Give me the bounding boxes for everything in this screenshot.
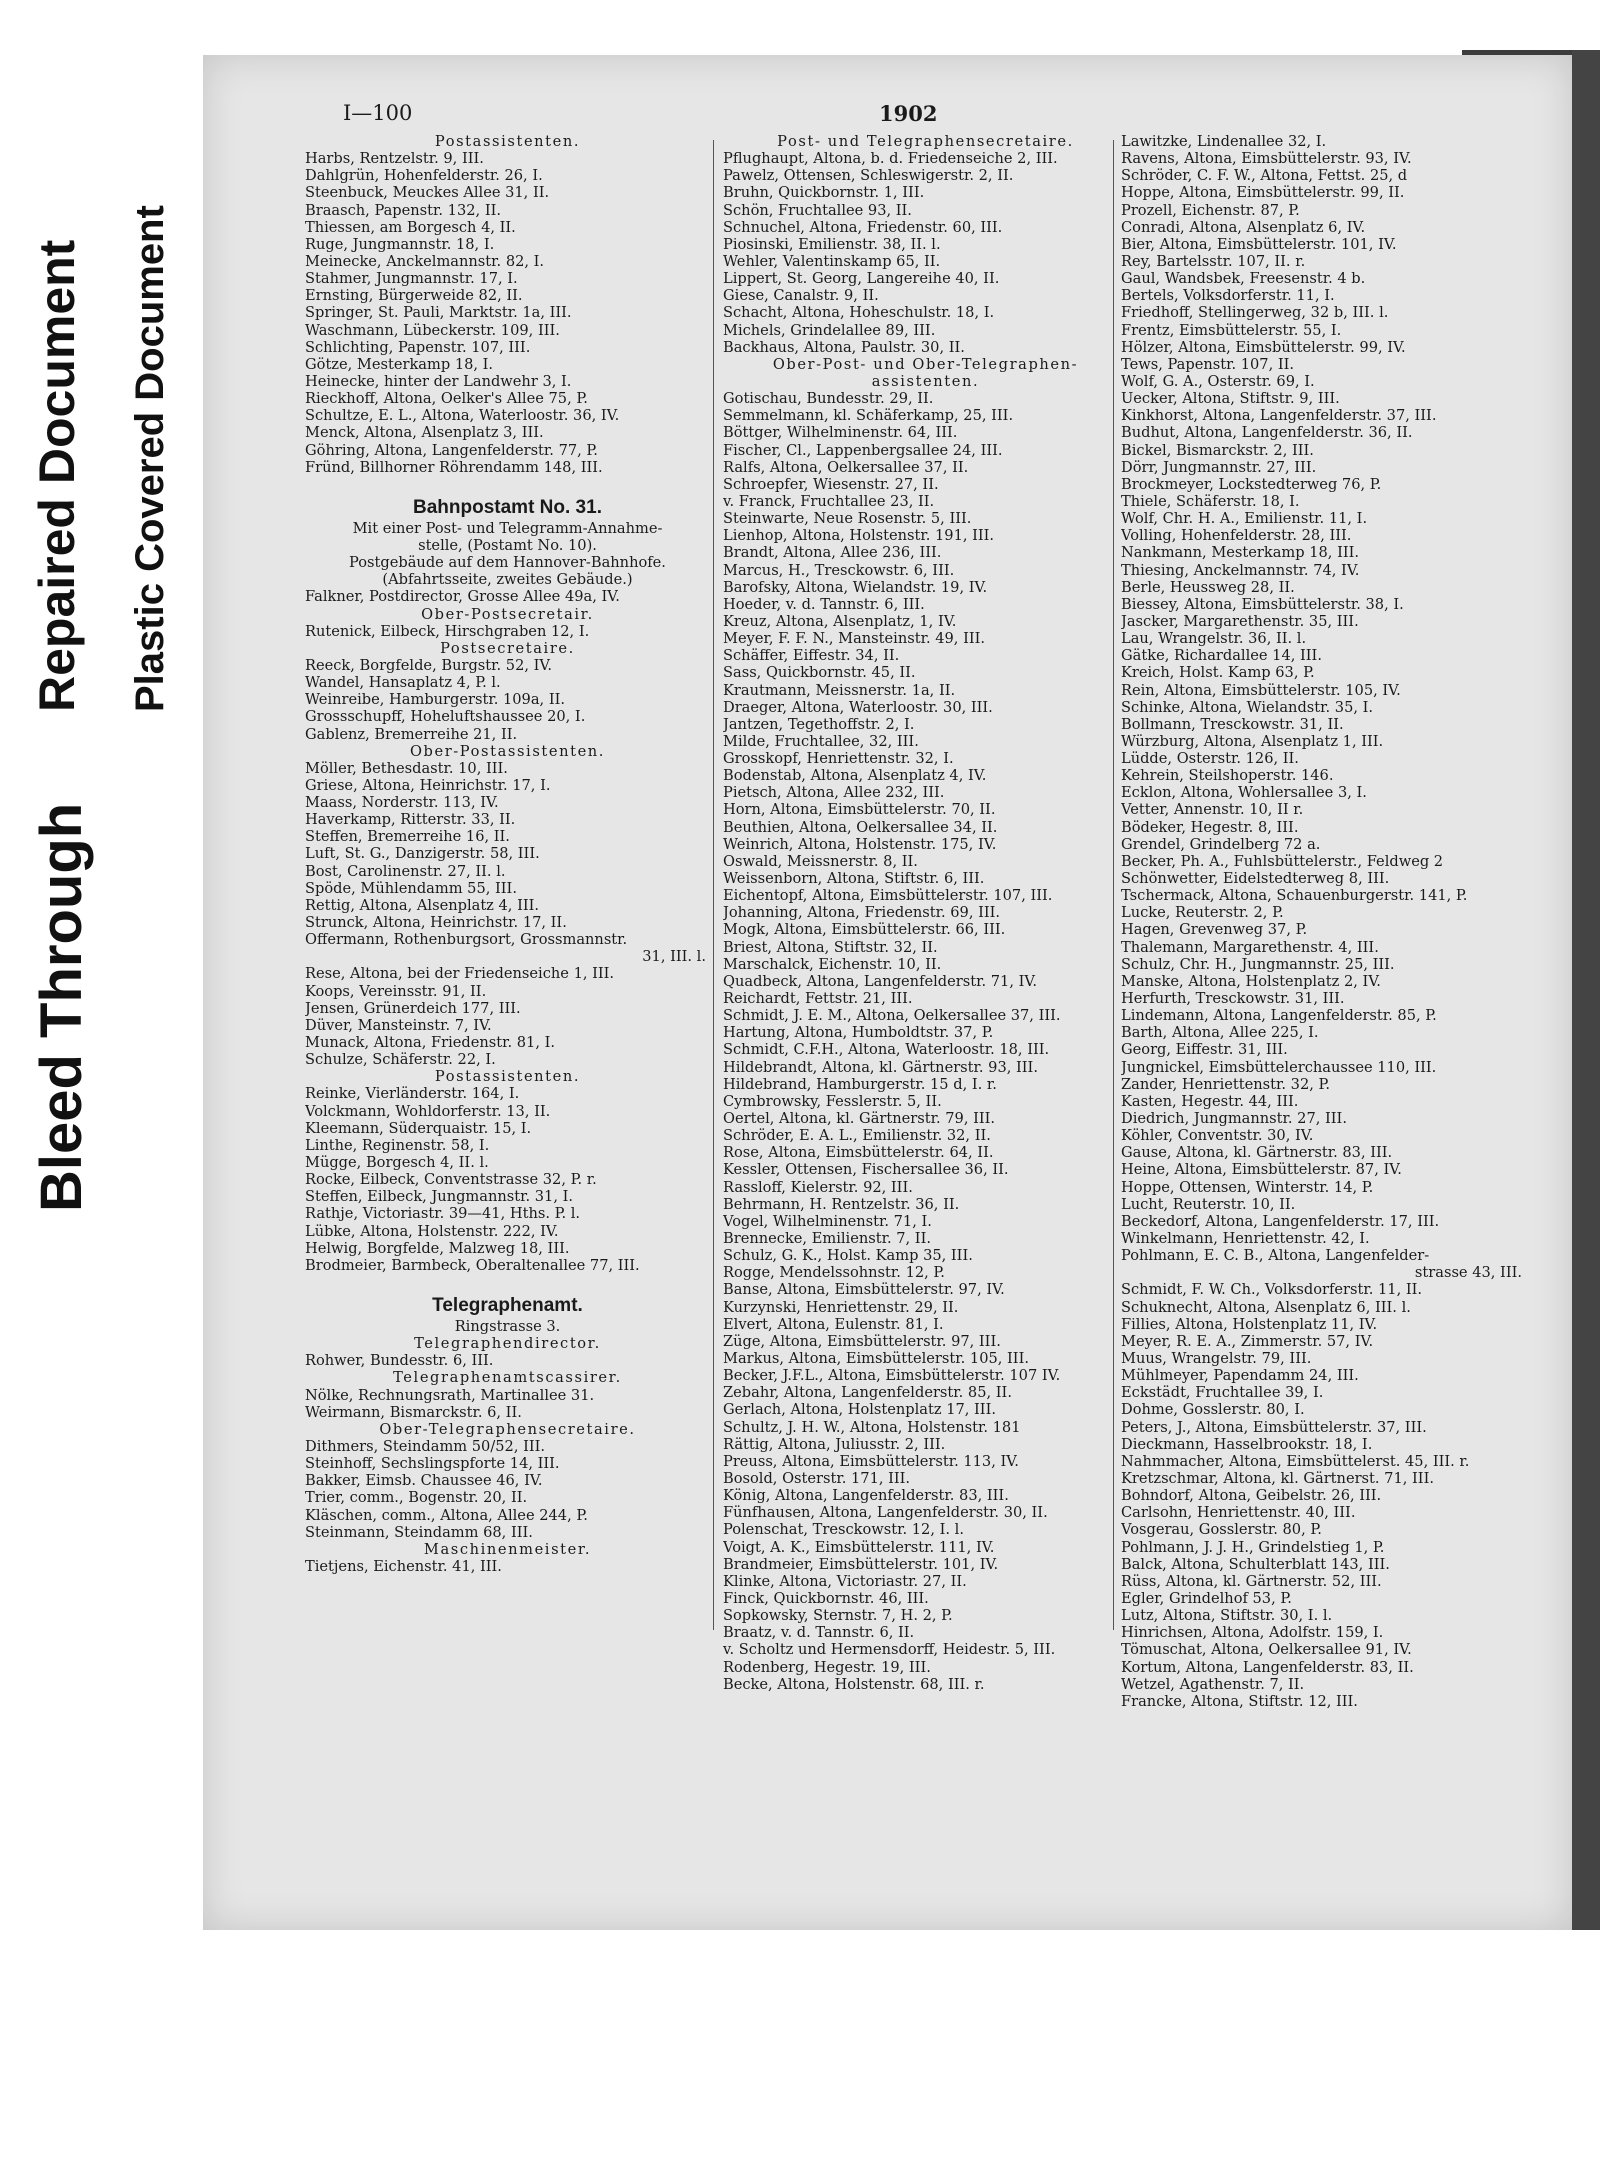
office-title: Telegraphenamt. <box>432 1295 583 1316</box>
section-heading: Ober-Telegraphensecretaire. <box>379 1420 636 1438</box>
directory-entry: Vogel, Wilhelminenstr. 71, I. <box>723 1212 932 1230</box>
directory-entry: Tietjens, Eichenstr. 41, III. <box>305 1557 502 1575</box>
directory-entry: Bertels, Volksdorferstr. 11, I. <box>1121 287 1335 305</box>
directory-entry: Hagen, Grevenweg 37, P. <box>1121 921 1308 939</box>
directory-entry: Sass, Quickbornstr. 45, II. <box>723 664 916 682</box>
directory-entry: Tschermack, Altona, Schauenburgerstr. 141, P. <box>1121 887 1468 905</box>
directory-entry: Dohme, Gosslerstr. 80, I. <box>1121 1401 1305 1419</box>
directory-entry: Brockmeyer, Lockstedterweg 76, P. <box>1121 475 1382 493</box>
directory-entry: Rutenick, Eilbeck, Hirschgraben 12, I. <box>305 622 590 640</box>
column-rule <box>713 140 714 1630</box>
directory-entry: Schäffer, Eiffestr. 34, II. <box>723 647 900 665</box>
directory-entry: Kehrein, Steilshoperstr. 146. <box>1121 767 1334 785</box>
directory-entry: Schulz, G. K., Holst. Kamp 35, III. <box>723 1247 973 1265</box>
directory-entry: Lippert, St. Georg, Langereihe 40, II. <box>723 270 1000 288</box>
directory-entry: Marcus, H., Tresckowstr. 6, III. <box>723 561 955 579</box>
directory-entry: Schacht, Altona, Hoheschulstr. 18, I. <box>723 304 995 322</box>
directory-entry: Vosgerau, Gosslerstr. 80, P. <box>1121 1521 1322 1539</box>
directory-entry: Hoppe, Ottensen, Winterstr. 14, P. <box>1121 1178 1374 1196</box>
directory-entry: Herfurth, Tresckowstr. 31, III. <box>1121 990 1345 1008</box>
directory-entry: Steenbuck, Meuckes Allee 31, II. <box>305 184 550 202</box>
directory-entry: Schmidt, C.F.H., Altona, Waterloostr. 18, III. <box>723 1041 1050 1059</box>
directory-entry: Michels, Grindelallee 89, III. <box>723 321 936 339</box>
office-note: Postgebäude auf dem Hannover-Bahnhofe. <box>349 554 666 572</box>
directory-entry: Behrmann, H. Rentzelstr. 36, II. <box>723 1195 960 1213</box>
directory-entry: Schön, Fruchtallee 93, II. <box>723 201 912 219</box>
directory-entry: Pietsch, Altona, Allee 232, III. <box>723 784 945 802</box>
directory-entry: Nahmmacher, Altona, Eimsbüttelerst. 45, III. r. <box>1121 1452 1470 1470</box>
directory-entry: Schmidt, J. E. M., Altona, Oelkersallee 37, III. <box>723 1007 1061 1025</box>
directory-entry: Dörr, Jungmannstr. 27, III. <box>1121 458 1317 476</box>
directory-entry: Quadbeck, Altona, Langenfelderstr. 71, IV. <box>723 972 1037 990</box>
directory-entry: Hartung, Altona, Humboldtstr. 37, P. <box>723 1024 994 1042</box>
directory-entry: Strunck, Altona, Heinrichstr. 17, II. <box>305 914 567 932</box>
directory-entry: Grendel, Grindelberg 72 a. <box>1121 835 1321 853</box>
directory-column-1 <box>305 133 710 1575</box>
directory-entry: Weirmann, Bismarckstr. 6, II. <box>305 1403 522 1421</box>
directory-entry: Giese, Canalstr. 9, II. <box>723 287 879 305</box>
directory-entry: Lüdde, Osterstr. 126, II. <box>1121 750 1299 768</box>
directory-entry: Zander, Henriettenstr. 32, P. <box>1121 1075 1331 1093</box>
directory-entry: Bodenstab, Altona, Alsenplatz 4, IV. <box>723 767 987 785</box>
bleed-through-label: Bleed Through <box>29 802 94 1212</box>
directory-column-3 <box>1121 133 1526 1710</box>
directory-entry: Schulze, Schäferstr. 22, I. <box>305 1051 496 1069</box>
directory-entry: Gause, Altona, kl. Gärtnerstr. 83, III. <box>1121 1144 1393 1162</box>
spacer <box>305 476 710 496</box>
directory-entry: Conradi, Altona, Alsenplatz 6, IV. <box>1121 218 1366 236</box>
directory-entry: Bohndorf, Altona, Geibelstr. 26, III. <box>1121 1487 1382 1505</box>
directory-entry: Balck, Altona, Schulterblatt 143, III. <box>1121 1555 1390 1573</box>
directory-entry: Muus, Wrangelstr. 79, III. <box>1121 1349 1312 1367</box>
directory-entry: Oertel, Altona, kl. Gärtnerstr. 79, III. <box>723 1110 996 1128</box>
directory-entry: König, Altona, Langenfelderstr. 83, III. <box>723 1487 1009 1505</box>
scan-border-right <box>1572 50 1600 1930</box>
directory-column-2 <box>723 133 1128 1693</box>
directory-entry: Gotischau, Bundesstr. 29, II. <box>723 390 934 408</box>
directory-entry: Uecker, Altona, Stiftstr. 9, III. <box>1121 390 1340 408</box>
directory-entry: Heine, Altona, Eimsbüttelerstr. 87, IV. <box>1121 1161 1402 1179</box>
directory-entry: Griese, Altona, Heinrichstr. 17, I. <box>305 776 551 794</box>
directory-entry: Briest, Altona, Stiftstr. 32, II. <box>723 938 938 956</box>
page-header <box>203 101 1572 131</box>
directory-entry: Thalemann, Margarethenstr. 4, III. <box>1121 938 1379 956</box>
office-title: Bahnpostamt No. 31. <box>413 496 602 518</box>
scanned-page <box>203 55 1572 1930</box>
directory-entry: Kortum, Altona, Langenfelderstr. 83, II. <box>1121 1658 1414 1676</box>
directory-entry: Heinecke, hinter der Landwehr 3, I. <box>305 372 572 390</box>
directory-entry: Hoeder, v. d. Tannstr. 6, III. <box>723 595 925 613</box>
directory-entry: Volckmann, Wohldorferstr. 13, II. <box>305 1102 551 1120</box>
directory-entry: Tömuschat, Altona, Oelkersallee 91, IV. <box>1121 1641 1412 1659</box>
directory-entry: Fünfhausen, Altona, Langenfelderstr. 30, II. <box>723 1504 1048 1522</box>
directory-entry: Köhler, Conventstr. 30, IV. <box>1121 1127 1314 1145</box>
directory-entry: Rese, Altona, bei der Friedenseiche 1, III. <box>305 965 615 983</box>
directory-entry: Springer, St. Pauli, Marktstr. 1a, III. <box>305 304 572 322</box>
directory-entry: Steffen, Bremerreihe 16, II. <box>305 828 510 846</box>
directory-entry: Linthe, Reginenstr. 58, I. <box>305 1136 490 1154</box>
directory-entry: Horn, Altona, Eimsbüttelerstr. 70, II. <box>723 801 996 819</box>
directory-entry: Hildebrandt, Altona, kl. Gärtnerstr. 93, III. <box>723 1058 1038 1076</box>
directory-entry: Milde, Fruchtallee, 32, III. <box>723 732 919 750</box>
directory-entry: Brandt, Altona, Allee 236, III. <box>723 544 942 562</box>
directory-entry: Schröder, E. A. L., Emilienstr. 32, II. <box>723 1127 991 1145</box>
directory-entry: Schönwetter, Eidelstedterweg 8, III. <box>1121 870 1390 888</box>
directory-entry: Brandmeier, Eimsbüttelerstr. 101, IV. <box>723 1555 999 1573</box>
section-heading: Postsecretaire. <box>440 639 575 657</box>
directory-entry: Semmelmann, kl. Schäferkamp, 25, III. <box>723 407 1014 425</box>
directory-entry: Francke, Altona, Stiftstr. 12, III. <box>1121 1692 1358 1710</box>
directory-entry: Bruhn, Quickbornstr. 1, III. <box>723 184 925 202</box>
directory-entry: Bakker, Eimsb. Chaussee 46, IV. <box>305 1472 543 1490</box>
directory-entry: Fillies, Altona, Holstenplatz 11, IV. <box>1121 1315 1378 1333</box>
directory-entry: Gätke, Richardallee 14, III. <box>1121 647 1322 665</box>
directory-entry: Hinrichsen, Altona, Adolfstr. 159, I. <box>1121 1624 1384 1642</box>
directory-entry: Braatz, v. d. Tannstr. 6, II. <box>723 1624 915 1642</box>
directory-entry: Bödeker, Hegestr. 8, III. <box>1121 818 1299 836</box>
directory-entry: Lutz, Altona, Stiftstr. 30, I. l. <box>1121 1607 1333 1625</box>
directory-entry: Ecklon, Altona, Wohlersallee 3, I. <box>1121 784 1367 802</box>
directory-entry: Voigt, A. K., Eimsbüttelerstr. 111, IV. <box>723 1538 995 1556</box>
directory-entry: Dithmers, Steindamm 50/52, III. <box>305 1437 546 1455</box>
directory-entry: Becker, J.F.L., Altona, Eimsbüttelerstr. 107 IV. <box>723 1367 1061 1385</box>
directory-entry: Helwig, Borgfelde, Malzweg 18, III. <box>305 1239 570 1257</box>
directory-entry: Wolf, Chr. H. A., Emilienstr. 11, I. <box>1121 510 1368 528</box>
directory-entry: Dahlgrün, Hohenfelderstr. 26, I. <box>305 167 543 185</box>
directory-entry: Marschalck, Eichenstr. 10, II. <box>723 955 942 973</box>
directory-entry: Sopkowsky, Sternstr. 7, H. 2, P. <box>723 1607 953 1625</box>
directory-entry: Schmidt, F. W. Ch., Volksdorferstr. 11, II. <box>1121 1281 1423 1299</box>
directory-entry: Pawelz, Ottensen, Schleswigerstr. 2, II. <box>723 167 1014 185</box>
directory-entry: Gaul, Wandsbek, Freesenstr. 4 b. <box>1121 270 1366 288</box>
directory-entry: Barofsky, Altona, Wielandstr. 19, IV. <box>723 578 988 596</box>
directory-entry: Lindemann, Altona, Langenfelderstr. 85, P. <box>1121 1007 1437 1025</box>
directory-entry: Düver, Mansteinstr. 7, IV. <box>305 1016 492 1034</box>
section-heading: Postassistenten. <box>434 133 581 150</box>
directory-entry: Kreuz, Altona, Alsenplatz, 1, IV. <box>723 612 957 630</box>
directory-entry: Schultz, J. H. W., Altona, Holstenstr. 181 <box>723 1418 1021 1436</box>
directory-entry: Rogge, Mendelssohnstr. 12, P. <box>723 1264 945 1282</box>
directory-entry: Schuknecht, Altona, Alsenplatz 6, III. l. <box>1121 1298 1411 1316</box>
directory-entry: Berle, Heussweg 28, II. <box>1121 578 1295 596</box>
directory-entry: Schröder, C. F. W., Altona, Fettst. 25, d <box>1121 167 1408 185</box>
directory-entry: Manske, Altona, Holstenplatz 2, IV. <box>1121 972 1381 990</box>
directory-entry: Rüss, Altona, kl. Gärtnerstr. 52, III. <box>1121 1572 1382 1590</box>
directory-entry: Grossschupff, Hoheluftshaussee 20, I. <box>305 708 586 726</box>
directory-entry: Falkner, Postdirector, Grosse Allee 49a, IV. <box>305 588 620 606</box>
directory-entry: Meyer, F. F. N., Mansteinstr. 49, III. <box>723 630 986 648</box>
directory-entry: Mühlmeyer, Papendamm 24, III. <box>1121 1367 1359 1385</box>
directory-entry: Elvert, Altona, Eulenstr. 81, I. <box>723 1315 944 1333</box>
directory-entry: Kläschen, comm., Altona, Allee 244, P. <box>305 1506 588 1524</box>
directory-entry: Lienhop, Altona, Holstenstr. 191, III. <box>723 527 995 545</box>
section-heading: assistenten. <box>871 372 980 390</box>
directory-entry: Wolf, G. A., Osterstr. 69, I. <box>1121 372 1315 390</box>
directory-entry: Backhaus, Altona, Paulstr. 30, II. <box>723 338 965 356</box>
directory-entry: Munack, Altona, Friedenstr. 81, I. <box>305 1034 556 1052</box>
directory-entry: Schroepfer, Wiesenstr. 27, II. <box>723 475 939 493</box>
directory-entry: Menck, Altona, Alsenplatz 3, III. <box>305 424 544 442</box>
directory-entry: Böttger, Wilhelminenstr. 64, III. <box>723 424 958 442</box>
directory-entry: Haverkamp, Ritterstr. 33, II. <box>305 811 516 829</box>
directory-entry: Kreich, Holst. Kamp 63, P. <box>1121 664 1315 682</box>
section-heading: Post- und Telegraphensecretaire. <box>777 133 1074 150</box>
directory-entry: Volling, Hohenfelderstr. 28, III. <box>1121 527 1352 545</box>
directory-entry: Spöde, Mühlendamm 55, III. <box>305 879 517 897</box>
directory-entry: Preuss, Altona, Eimsbüttelerstr. 113, IV. <box>723 1452 1019 1470</box>
directory-entry: Thiessen, am Borgesch 4, II. <box>305 218 516 236</box>
directory-entry: Kinkhorst, Altona, Langenfelderstr. 37, III. <box>1121 407 1437 425</box>
directory-entry: Möller, Bethesdastr. 10, III. <box>305 759 508 777</box>
directory-entry: Becker, Ph. A., Fuhlsbüttelerstr., Feldweg 2 <box>1121 852 1444 870</box>
directory-entry: Rättig, Altona, Juliusstr. 2, III. <box>723 1435 946 1453</box>
directory-entry: Kurzynski, Henriettenstr. 29, II. <box>723 1298 959 1316</box>
directory-entry: Ruge, Jungmannstr. 18, I. <box>305 235 495 253</box>
directory-entry: Egler, Grindelhof 53, P. <box>1121 1589 1292 1607</box>
directory-entry: Lucht, Reuterstr. 10, II. <box>1121 1195 1296 1213</box>
directory-entry: Schlichting, Papenstr. 107, III. <box>305 338 531 356</box>
directory-entry: Frentz, Eimsbüttelerstr. 55, I. <box>1121 321 1342 339</box>
directory-entry: Nankmann, Mesterkamp 18, III. <box>1121 544 1360 562</box>
section-heading: Postassistenten. <box>434 1068 581 1086</box>
section-heading: Ober-Postsecretair. <box>421 605 594 623</box>
directory-entry: Cymbrowsky, Fesslerstr. 5, II. <box>723 1092 942 1110</box>
directory-entry: Rathje, Victoriastr. 39—41, Hths. P. l. <box>305 1205 581 1223</box>
directory-entry: Harbs, Rentzelstr. 9, III. <box>305 150 484 168</box>
directory-entry: Becke, Altona, Holstenstr. 68, III. r. <box>723 1675 985 1693</box>
spacer <box>305 1274 710 1294</box>
directory-entry: Jensen, Grünerdeich 177, III. <box>305 999 521 1017</box>
directory-entry: Wetzel, Agathenstr. 7, II. <box>1121 1675 1305 1693</box>
directory-entry: Pohlmann, J. J. H., Grindelstieg 1, P. <box>1121 1538 1385 1556</box>
directory-entry: Dieckmann, Hasselbrookstr. 18, I. <box>1121 1435 1373 1453</box>
directory-entry: Wandel, Hansaplatz 4, P. l. <box>305 674 501 692</box>
directory-entry: Winkelmann, Henriettenstr. 42, I. <box>1121 1230 1370 1247</box>
directory-entry: Gablenz, Bremerreihe 21, II. <box>305 725 518 743</box>
directory-entry: Friedhoff, Stellingerweg, 32 b, III. l. <box>1121 304 1389 322</box>
directory-entry: Bosold, Osterstr. 171, III. <box>723 1469 911 1487</box>
directory-entry: Maass, Norderstr. 113, IV. <box>305 794 499 812</box>
directory-entry: Jungnickel, Eimsbüttelerchaussee 110, III. <box>1121 1058 1437 1076</box>
directory-entry: Diedrich, Jungmannstr. 27, III. <box>1121 1110 1347 1128</box>
directory-entry: Steinwarte, Neue Rosenstr. 5, III. <box>723 510 972 528</box>
directory-entry: Trier, comm., Bogenstr. 20, II. <box>305 1489 528 1507</box>
directory-entry: Schinke, Altona, Wielandstr. 35, I. <box>1121 698 1374 716</box>
directory-entry: Kleemann, Süderquaistr. 15, I. <box>305 1119 532 1137</box>
directory-entry: Johanning, Altona, Friedenstr. 69, III. <box>723 904 1001 922</box>
directory-entry: Grosskopf, Henriettenstr. 32, I. <box>723 750 954 768</box>
directory-entry: Bickel, Bismarckstr. 2, III. <box>1121 441 1314 459</box>
directory-entry: Steffen, Eilbeck, Jungmannstr. 31, I. <box>305 1188 574 1206</box>
directory-entry: Nölke, Rechnungsrath, Martinallee 31. <box>305 1386 595 1404</box>
directory-entry: Würzburg, Altona, Alsenplatz 1, III. <box>1121 732 1384 750</box>
directory-entry: Wehler, Valentinskamp 65, II. <box>723 252 941 270</box>
directory-entry-continuation: 31, III. l. <box>642 948 706 966</box>
office-note: (Abfahrtsseite, zweites Gebäude.) <box>382 571 633 589</box>
directory-entry-continuation: strasse 43, III. <box>1414 1264 1522 1282</box>
directory-entry: Waschmann, Lübeckerstr. 109, III. <box>305 321 560 339</box>
directory-entry: Klinke, Altona, Victoriastr. 27, II. <box>723 1572 967 1590</box>
directory-entry: Draeger, Altona, Waterloostr. 30, III. <box>723 698 993 716</box>
directory-entry: Mügge, Borgesch 4, II. l. <box>305 1154 489 1172</box>
section-heading: Maschinenmeister. <box>423 1540 592 1558</box>
page-year: 1902 <box>879 101 938 126</box>
directory-entry: v. Scholtz und Hermensdorff, Heidestr. 5, III. <box>723 1641 1056 1659</box>
directory-entry: Schulz, Chr. H., Jungmannstr. 25, III. <box>1121 955 1395 973</box>
directory-entry: Rohwer, Bundesstr. 6, III. <box>305 1352 494 1370</box>
directory-entry: Kasten, Hegestr. 44, III. <box>1121 1092 1299 1110</box>
directory-entry: Reinke, Vierländerstr. 164, I. <box>305 1085 520 1103</box>
directory-entry: Thiele, Schäferstr. 18, I. <box>1121 492 1300 510</box>
page-number: I—100 <box>343 101 413 125</box>
directory-entry: Krautmann, Meissnerstr. 1a, II. <box>723 681 956 699</box>
directory-entry: Gerlach, Altona, Holstenplatz 17, III. <box>723 1401 996 1419</box>
plastic-covered-document-label: Plastic Covered Document <box>128 205 172 712</box>
directory-entry: Mogk, Altona, Eimsbüttelerstr. 66, III. <box>723 921 1006 939</box>
directory-entry: Hoppe, Altona, Eimsbüttelerstr. 99, II. <box>1121 184 1405 202</box>
directory-entry: Weissenborn, Altona, Stiftstr. 6, III. <box>723 870 985 888</box>
directory-entry: Reichardt, Fettstr. 21, III. <box>723 990 913 1008</box>
office-note: stelle, (Postamt No. 10). <box>418 536 597 554</box>
directory-entry: Bollmann, Tresckowstr. 31, II. <box>1121 715 1344 733</box>
directory-entry: Rey, Bartelsstr. 107, II. r. <box>1121 252 1306 270</box>
directory-entry: Schultze, E. L., Altona, Waterloostr. 36, IV. <box>305 407 620 425</box>
directory-entry: Jascker, Margarethenstr. 35, III. <box>1121 612 1359 630</box>
directory-entry: Ravens, Altona, Eimsbüttelerstr. 93, IV. <box>1121 150 1412 168</box>
directory-entry: Beuthien, Altona, Oelkersallee 34, II. <box>723 818 998 836</box>
directory-entry: Ralfs, Altona, Oelkersallee 37, II. <box>723 458 969 476</box>
directory-entry: Züge, Altona, Eimsbüttelerstr. 97, III. <box>723 1332 1001 1350</box>
directory-entry: Hildebrand, Hamburgerstr. 15 d, I. r. <box>723 1075 997 1093</box>
directory-entry: Bost, Carolinenstr. 27, II. l. <box>305 862 506 880</box>
directory-entry: Brennecke, Emilienstr. 7, II. <box>723 1230 931 1247</box>
directory-entry: Jantzen, Tegethoffstr. 2, I. <box>723 715 915 733</box>
directory-entry: Schnuchel, Altona, Friedenstr. 60, III. <box>723 218 1003 236</box>
directory-entry: Braasch, Papenstr. 132, II. <box>305 201 501 219</box>
directory-entry: Götze, Mesterkamp 18, I. <box>305 355 494 373</box>
directory-entry: v. Franck, Fruchtallee 23, II. <box>723 492 935 510</box>
directory-entry: Barth, Altona, Allee 225, I. <box>1121 1024 1319 1042</box>
directory-entry: Kessler, Ottensen, Fischersallee 36, II. <box>723 1161 1009 1179</box>
directory-entry: Koops, Vereinsstr. 91, II. <box>305 982 487 1000</box>
directory-entry: Fischer, Cl., Lappenbergsallee 24, III. <box>723 441 1003 459</box>
directory-entry: Lawitzke, Lindenallee 32, I. <box>1121 133 1327 150</box>
section-heading: Telegraphenamtscassirer. <box>393 1369 622 1387</box>
repaired-document-label: Repaired Document <box>29 239 85 712</box>
directory-entry: Ernsting, Bürgerweide 82, II. <box>305 287 523 305</box>
office-note: Mit einer Post- und Telegramm-Annahme- <box>352 519 663 537</box>
directory-entry: Göhring, Altona, Langenfelderstr. 77, P. <box>305 441 598 459</box>
directory-entry: Rettig, Altona, Alsenplatz 4, III. <box>305 896 540 914</box>
directory-entry: Meyer, R. E. A., Zimmerstr. 57, IV. <box>1121 1332 1374 1350</box>
directory-entry: Biessey, Altona, Eimsbüttelerstr. 38, I. <box>1121 595 1404 613</box>
section-heading: Telegraphendirector. <box>414 1335 601 1353</box>
directory-entry: Stahmer, Jungmannstr. 17, I. <box>305 270 518 288</box>
directory-entry: Reeck, Borgfelde, Burgstr. 52, IV. <box>305 656 553 674</box>
directory-entry: Lübke, Altona, Holstenstr. 222, IV. <box>305 1222 559 1240</box>
directory-entry: Prozell, Eichenstr. 87, P. <box>1121 201 1300 219</box>
directory-entry: Meinecke, Anckelmannstr. 82, I. <box>305 252 545 270</box>
directory-entry: Banse, Altona, Eimsbüttelerstr. 97, IV. <box>723 1281 1005 1299</box>
directory-entry: Steinmann, Steindamm 68, III. <box>305 1523 533 1541</box>
directory-entry: Offermann, Rothenburgsort, Grossmannstr. <box>305 931 628 949</box>
directory-entry: Rodenberg, Hegestr. 19, III. <box>723 1658 931 1676</box>
directory-entry: Tews, Papenstr. 107, II. <box>1121 355 1295 373</box>
directory-entry: Finck, Quickbornstr. 46, III. <box>723 1589 929 1607</box>
directory-entry: Eckstädt, Fruchtallee 39, I. <box>1121 1384 1324 1402</box>
directory-entry: Rocke, Eilbeck, Conventstrasse 32, P. r. <box>305 1171 597 1189</box>
directory-entry: Vetter, Annenstr. 10, II r. <box>1121 801 1304 819</box>
directory-entry: Weinrich, Altona, Holstenstr. 175, IV. <box>723 835 997 853</box>
directory-entry: Weinreibe, Hamburgerstr. 109a, II. <box>305 691 565 709</box>
directory-entry: Budhut, Altona, Langenfelderstr. 36, II. <box>1121 424 1413 442</box>
directory-entry: Pohlmann, E. C. B., Altona, Langenfelder- <box>1121 1247 1430 1265</box>
directory-entry: Beckedorf, Altona, Langenfelderstr. 17, III. <box>1121 1212 1440 1230</box>
section-heading: Ober-Postassistenten. <box>409 742 606 760</box>
directory-entry: Georg, Eiffestr. 31, III. <box>1121 1041 1288 1059</box>
directory-entry: Pflughaupt, Altona, b. d. Friedenseiche 2, III. <box>723 150 1058 168</box>
directory-entry: Brodmeier, Barmbeck, Oberaltenallee 77, III. <box>305 1256 640 1274</box>
directory-entry: Markus, Altona, Eimsbüttelerstr. 105, III. <box>723 1349 1029 1367</box>
directory-entry: Lau, Wrangelstr. 36, II. l. <box>1121 630 1307 648</box>
directory-entry: Rieckhoff, Altona, Oelker's Allee 75, P. <box>305 390 588 408</box>
directory-entry: Rein, Altona, Eimsbüttelerstr. 105, IV. <box>1121 681 1401 699</box>
directory-entry: Fründ, Billhorner Röhrendamm 148, III. <box>305 458 603 476</box>
directory-entry: Steinhoff, Sechslingspforte 14, III. <box>305 1455 560 1473</box>
directory-entry: Rose, Altona, Eimsbüttelerstr. 64, II. <box>723 1144 994 1162</box>
section-heading: Ober-Post- und Ober-Telegraphen- <box>772 355 1079 373</box>
directory-entry: Carlsohn, Henriettenstr. 40, III. <box>1121 1504 1356 1522</box>
directory-entry: Kretzschmar, Altona, kl. Gärtnerst. 71, III. <box>1121 1469 1434 1487</box>
directory-entry: Hölzer, Altona, Eimsbüttelerstr. 99, IV. <box>1121 338 1406 356</box>
office-note: Ringstrasse 3. <box>454 1318 561 1335</box>
directory-entry: Lucke, Reuterstr. 2, P. <box>1121 904 1284 922</box>
directory-entry: Thiesing, Anckelmannstr. 74, IV. <box>1121 561 1360 579</box>
directory-entry: Eichentopf, Altona, Eimsbüttelerstr. 107, III. <box>723 887 1053 905</box>
directory-entry: Rassloff, Kielerstr. 92, III. <box>723 1178 913 1196</box>
directory-entry: Polenschat, Tresckowstr. 12, I. l. <box>723 1521 964 1539</box>
directory-entry: Bier, Altona, Eimsbüttelerstr. 101, IV. <box>1121 235 1397 253</box>
directory-entry: Peters, J., Altona, Eimsbüttelerstr. 37, III. <box>1121 1418 1427 1436</box>
directory-entry: Piosinski, Emilienstr. 38, II. l. <box>723 235 941 253</box>
directory-entry: Zebahr, Altona, Langenfelderstr. 85, II. <box>723 1384 1012 1402</box>
directory-entry: Oswald, Meissnerstr. 8, II. <box>723 852 918 870</box>
directory-entry: Luft, St. G., Danzigerstr. 58, III. <box>305 845 540 863</box>
